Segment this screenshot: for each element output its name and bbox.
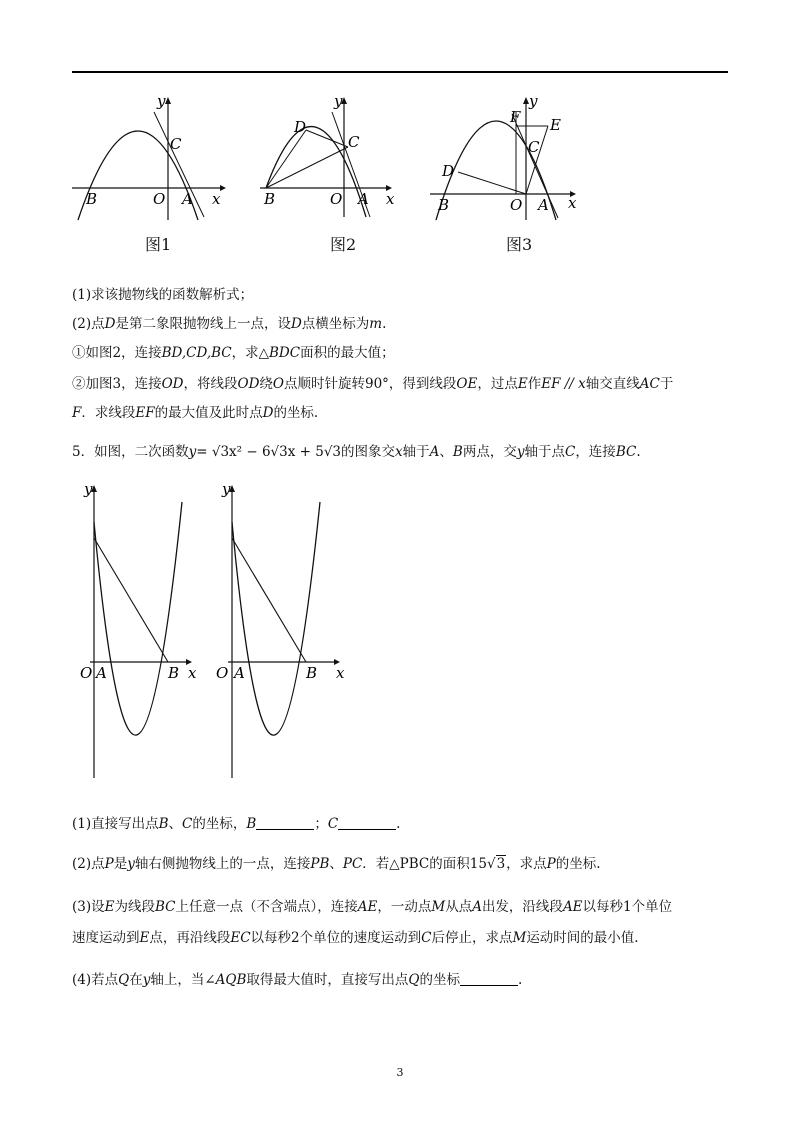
figure-1-caption: 图1 [145, 235, 172, 254]
label-x: x [188, 664, 197, 682]
figure-5-right [210, 478, 350, 783]
p5-intro: 5．如图，二次函数y= √3x² − 6√3x + 5√3的图象交x轴于A、B两点，交y轴于点C，连接BC. [72, 444, 641, 460]
page-number: 3 [396, 1066, 404, 1079]
answer-blank-q[interactable] [460, 973, 518, 986]
figure-5-left [72, 478, 212, 783]
label-e: E [550, 116, 561, 134]
segment-bc [266, 147, 348, 188]
area-root: 3 [496, 856, 506, 872]
figure-3 [428, 92, 588, 227]
p5-q3-line2: 速度运动到E点，再沿线段EC以每秒2个单位的速度运动到C后停止，求点M运动时间的最小值. [72, 930, 639, 946]
label-y: y [157, 92, 166, 110]
label-c: C [348, 133, 360, 151]
label-o: O [153, 190, 166, 208]
label-b: B [168, 664, 180, 682]
p5-q3-line1: (3)设E为线段BC上任意一点（不含端点），连接AE，一动点M从点A出发，沿线段AE以每秒1个单位 [72, 899, 673, 915]
figure-2-caption: 图2 [330, 235, 357, 254]
label-x: x [336, 664, 345, 682]
segment-bd [266, 130, 306, 188]
label-o: O [510, 196, 523, 214]
label-c: C [528, 138, 540, 156]
label-x: x [386, 190, 395, 208]
label-d: D [442, 162, 455, 180]
segment-bc [94, 538, 168, 662]
answer-blank-c[interactable] [338, 817, 396, 830]
p4-q2-2-line1: ②加图3，连接OD，将线段OD绕O点顺时针旋转90°，得到线段OE，过点E作EF // x轴交直线AC于 [72, 376, 674, 392]
answer-blank-b[interactable] [256, 817, 314, 830]
label-y: y [529, 92, 538, 110]
label-b: B [86, 190, 98, 208]
y-axis-arrow [165, 97, 171, 104]
label-o: O [330, 190, 343, 208]
p4-q1: (1)求该抛物线的函数解析式； [72, 287, 254, 303]
p4-q2: (2)点D是第二象限抛物线上一点，设D点横坐标为m. [72, 316, 387, 332]
label-o: O [80, 664, 93, 682]
label-f: F [510, 108, 521, 126]
label-o: O [216, 664, 229, 682]
p4-q2-2-line2: F．求线段EF的最大值及此时点D的坐标. [72, 405, 319, 421]
area-value: 15 [469, 856, 487, 872]
p4-q2-1: ①如图2，连接BD,CD,BC，求△BDC面积的最大值； [72, 345, 395, 361]
figure-2 [258, 92, 418, 227]
label-d: D [294, 118, 307, 136]
segment-oe [526, 126, 548, 194]
label-a: A [96, 664, 107, 682]
label-a: A [234, 664, 245, 682]
p5-q2: (2)点P是y轴右侧抛物线上的一点，连接PB、PC．若△PBC的面积15√3，求点P的坐标. [72, 856, 601, 872]
parabola [94, 502, 182, 735]
label-x: x [212, 190, 221, 208]
label-b: B [264, 190, 276, 208]
label-b: B [438, 196, 450, 214]
label-y: y [222, 480, 231, 498]
label-a: A [358, 190, 369, 208]
label-y: y [84, 480, 93, 498]
label-a: A [538, 196, 549, 214]
parabola [232, 502, 320, 735]
label-c: C [170, 135, 182, 153]
x-axis-arrow [220, 185, 226, 191]
p5-q4: (4)若点Q在y轴上，当∠AQB取得最大值时，直接写出点Q的坐标 . [72, 972, 523, 988]
label-a: A [182, 190, 193, 208]
label-b: B [306, 664, 318, 682]
figure-1 [70, 92, 230, 227]
segment-bc [232, 538, 306, 662]
label-x: x [568, 194, 577, 212]
p5-q1: (1)直接写出点B、C的坐标，B ；C . [72, 816, 401, 832]
figure-3-caption: 图3 [506, 235, 533, 254]
header-rule [72, 71, 728, 73]
label-y: y [334, 92, 343, 110]
